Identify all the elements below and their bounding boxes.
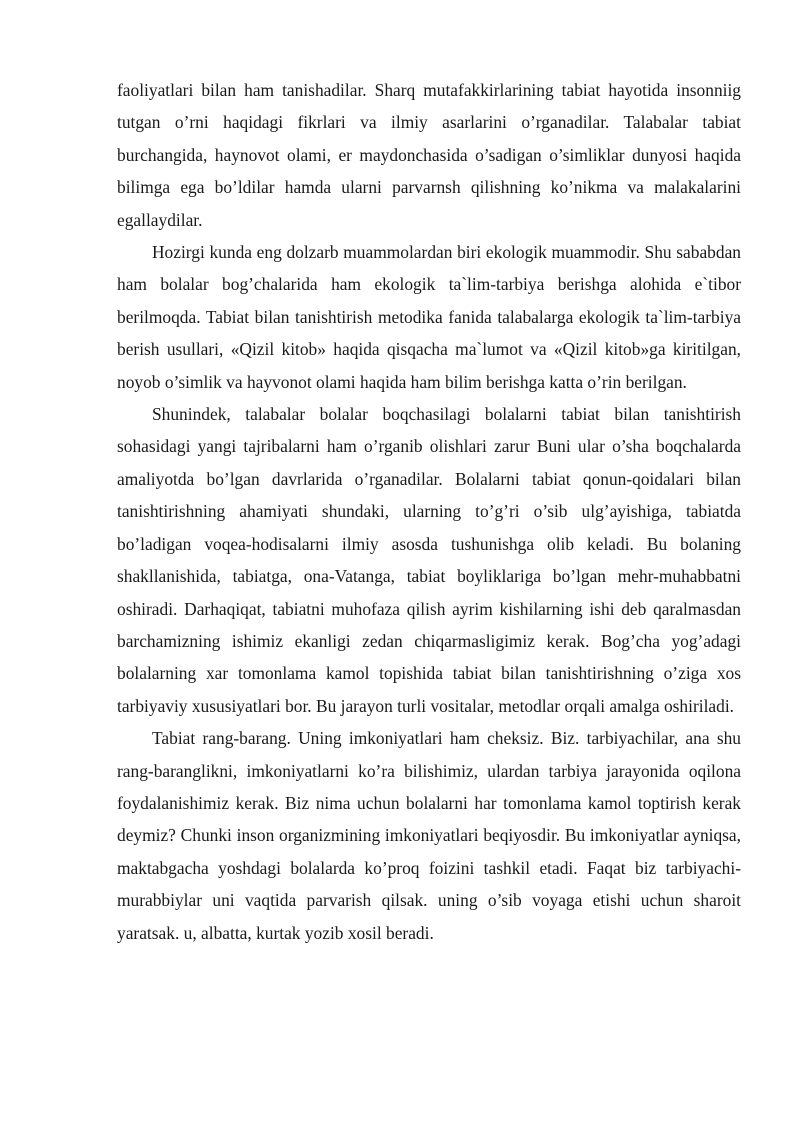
paragraph-ecology: Hozirgi kunda eng dolzarb muammolardan biri ekologik muammodir. Shu sababdan ham bolalar bog’chalarida ham ekologik ta`lim-tarbiya berishga alohida e`tibor berilmoqda. Tabiat bilan tanishtirish metodika fanida talabalarga ekologik ta`lim-tarbiya berish usullari, «Qizil kitob» haqida qisqacha ma`lumot va «Qizil kitob»ga kiritilgan, noyob o’simlik va hayvonot olami haqida ham bilim berishga katta o’rin berilgan.: [117, 242, 741, 392]
paragraph-nature-diversity: Tabiat rang-barang. Uning imkoniyatlari ham cheksiz. Biz. tarbiyachilar, ana shu rang-baranglikni, imkoniyatlarni ko’ra bilishimiz, ulardan tarbiya jarayonida oqilona foydalanishimiz kerak. Biz nima uchun bolalarni har tomonlama kamol toptirish kerak deymiz? Chunki inson organizmining imkoniyatlari beqiyosdir. Bu imkoniyatlar ayniqsa, maktabgacha yoshdagi bolalarda ko’proq foizini tashkil etadi. Faqat biz tarbiyachi-murabbiylar uni vaqtida parvarish qilsak. uning o’sib voyaga etishi uchun sharoit yaratsak. u, albatta, kurtak yozib xosil beradi.: [117, 728, 741, 943]
document-body: [117, 74, 741, 949]
paragraph-kindergarten-practice: Shunindek, talabalar bolalar boqchasilagi bolalarni tabiat bilan tanishtirish sohasidagi yangi tajribalarni ham o’rganib olishlari zarur Buni ular o’sha boqchalarda amaliyotda bo’lgan davrlarida o’rganadilar. Bolalarni tabiat qonun-qoidalari bilan tanishtirishning ahamiyati shundaki, ularning to’g’ri o’sib ulg’ayishiga, tabiatda bo’ladigan voqea-hodisalarni ilmiy asosda tushunishga olib keladi. Bu bolaning shakllanishida, tabiatga, ona-Vatanga, tabiat boyliklariga bo’lgan mehr-muhabbatni oshiradi. Darhaqiqat, tabiatni muhofaza qilish ayrim kishilarning ishi deb qaralmasdan barchamizning ishimiz ekanligi zedan chiqarmasligimiz kerak. Bog’cha yog’adagi bolalarning xar tomonlama kamol topishida tabiat bilan tanishtirishning o’ziga xos tarbiyaviy xususiyatlari bor. Bu jarayon turli vositalar, metodlar orqali amalga oshiriladi.: [117, 404, 741, 716]
paragraph-continuation: faoliyatlari bilan ham tanishadilar. Sharq mutafakkirlarining tabiat hayotida insonniig tutgan o’rni haqidagi fikrlari va ilmiy asarlarini o’rganadilar. Talabalar tabiat burchangida, haynovot olami, er maydonchasida o’sadigan o’simliklar dunyosi haqida bilimga ega bo’ldilar hamda ularni parvarnsh qilishning ko’nikma va malakalarini egallaydilar.: [117, 80, 741, 230]
